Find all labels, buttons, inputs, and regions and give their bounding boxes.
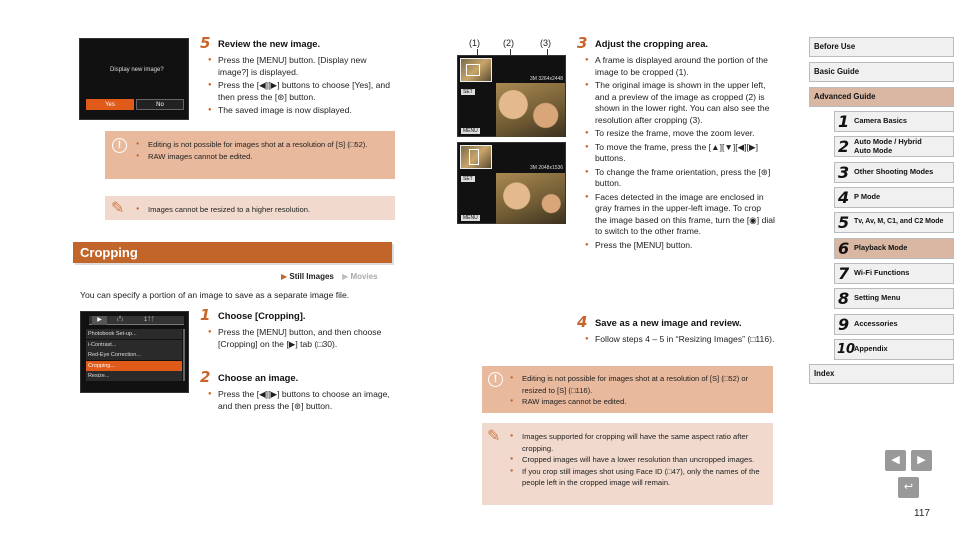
page-number: 117 [914,508,930,519]
chapter-number: 8 [838,289,850,308]
list-item: ● RAW images cannot be edited. [136,151,386,163]
playback-menu-screen [80,311,189,393]
crop-resolution-2: 3M 2048x1536 [530,165,564,171]
tab-setup[interactable]: 1ᛏᛏ [144,317,155,323]
nav-before-use[interactable]: Before Use [809,37,954,57]
movies-label: Movies [350,272,378,281]
screen-question: Display new image? [110,67,164,73]
chapter-label: Appendix [854,344,888,353]
step-1-title: Choose [Cropping]. [218,310,306,321]
prev-page-button[interactable]: ◀ [885,450,906,471]
chapter-number: 4 [838,188,850,207]
nav-chapter-2[interactable] [834,136,954,157]
list-item: ● To move the frame, press the [▲][▼][◀][▶] buttons. [585,142,775,165]
list-item: ● The original image is shown in the upper left, and a preview of the image as cropped (2) is shown in the lower right. You can also see the resolution after cropping (3). [585,80,775,126]
list-item: ● To resize the frame, move the zoom lever. [585,128,775,140]
step-3-title: Adjust the cropping area. [595,38,709,49]
callout-2: (2) [503,38,514,48]
list-item: ● If you crop still images shot using Face ID (□47), only the names of the people left in the cropped image will remain. [510,466,765,489]
menu-list [86,329,182,381]
crop-preview [496,83,565,137]
chapter-number: 1 [838,112,850,131]
chapter-label: P Mode [854,192,881,201]
pencil-icon: ✎ [111,200,125,217]
step-4-number: 4 [577,313,588,331]
nav-chapter-9[interactable] [834,314,954,335]
list-item: ● To change the frame orientation, press the [⊛] button. [585,167,775,190]
list-item: ● Press the [◀][▶] buttons to choose [Yes], and then press the [⊛] button. [208,80,398,103]
step-3-bullets [585,55,775,253]
nav-chapter-1[interactable] [834,111,954,132]
crop-screen-landscape [457,55,566,137]
tab-playback[interactable]: ▶ [92,316,107,325]
list-item: ● Follow steps 4 – 5 in “Resizing Images” (□116). [585,334,775,346]
list-item: ● The saved image is now displayed. [208,105,398,117]
caution-box [105,131,395,179]
chapter-label: Accessories [854,319,898,328]
nav-chapter-7[interactable] [834,263,954,284]
chapter-number: 7 [838,264,850,283]
nav-chapter-6[interactable] [834,238,954,259]
callout-3: (3) [540,38,551,48]
step-2-title: Choose an image. [218,372,299,383]
set-label: SET [463,89,473,95]
chapter-label: Wi-Fi Functions [854,268,910,277]
chapter-number: 10 [837,342,856,357]
step-5-number: 5 [200,34,211,52]
screen-yes-button[interactable]: Yes [86,99,134,110]
nav-advanced-guide[interactable]: Advanced Guide [809,87,954,107]
nav-basic-guide[interactable]: Basic Guide [809,62,954,82]
tab-print[interactable]: 凸 [117,317,124,323]
still-icon: ▶ [281,272,288,281]
list-item: ● Press the [MENU] button. [Display new image?] is displayed. [208,55,398,78]
list-item: ● Cropped images will have a lower resolution than uncropped images. [510,454,765,466]
step-2-number: 2 [200,368,211,386]
list-item: ● RAW images cannot be edited. [510,396,765,408]
list-item: ● Editing is not possible for images shot at a resolution of [S] (□52). [136,139,386,151]
menu-label: MENU [463,215,478,221]
step-5-bullets [208,55,398,119]
screen-no-button[interactable]: No [136,99,184,110]
list-item: ● Press the [MENU] button, and then choose [Cropping] on the [▶] tab (□30). [208,327,393,350]
step-1-number: 1 [200,306,211,324]
nav-chapter-5[interactable] [834,212,954,233]
original-thumbnail [460,145,492,169]
set-label: SET [463,176,473,182]
caution-icon: ! [488,372,503,387]
chapter-label: Tv, Av, M, C1, and C2 Mode [854,218,944,225]
section-title: Cropping [73,242,392,263]
menu-item-selected[interactable]: Cropping... [86,361,182,371]
list-item: ● Press the [◀][▶] buttons to choose an image, and then press the [⊛] button. [208,389,393,412]
step-3-number: 3 [577,34,588,52]
menu-item[interactable]: i-Contrast... [86,340,182,350]
intro-text: You can specify a portion of an image to save as a separate image file. [80,290,350,300]
menu-label: MENU [463,128,478,134]
nav-chapter-8[interactable] [834,288,954,309]
list-item: ● Faces detected in the image are enclosed in gray frames in the upper-left image. To crop the image based on this frame, turn the [◉] dial to switch to the other frame. [585,192,775,238]
chapter-number: 9 [838,315,850,334]
chapter-label: Other Shooting Modes [854,167,934,176]
chapter-label: Setting Menu [854,293,901,302]
crop-resolution-1: 3M 3264x2448 [530,76,564,82]
step-2-bullets [208,389,393,414]
memo-box [105,196,395,220]
step-4-title: Save as a new image and review. [595,317,742,328]
caution-icon: ! [112,138,127,153]
menu-scrollbar[interactable] [183,329,185,381]
next-page-button[interactable]: ▶ [911,450,932,471]
mode-indicator [281,272,378,281]
list-item: ● Images supported for cropping will have the same aspect ratio after cropping. [510,431,765,454]
chapter-number: 5 [838,213,850,232]
nav-chapter-10[interactable] [834,339,954,360]
chapter-label: Playback Mode [854,243,908,252]
step-5-title: Review the new image. [218,38,321,49]
chapter-label: Auto Mode / Hybrid Auto Mode [854,137,922,155]
pencil-icon: ✎ [487,428,501,445]
chapter-number: 6 [838,239,850,258]
callout-1: (1) [469,38,480,48]
nav-chapter-3[interactable] [834,162,954,183]
memo-box [482,423,773,505]
step-1-bullets [208,327,393,352]
list-item: ● Press the [MENU] button. [585,240,775,252]
step-4-bullets [585,334,775,348]
list-item: ● A frame is displayed around the portion of the image to be cropped (1). [585,55,775,78]
menu-item[interactable]: Resize... [86,371,182,381]
chapter-label: Camera Basics [854,116,908,125]
nav-index[interactable]: Index [809,364,954,384]
list-item: ● Editing is not possible for images shot at a resolution of [S] (□52) or resized to [S] (□116). [510,373,765,396]
display-new-image-screen [79,38,189,120]
caution-box [482,366,773,413]
chapter-number: 2 [838,137,850,156]
chapter-number: 3 [838,163,850,182]
crop-screen-portrait [457,142,566,224]
list-item: ● Images cannot be resized to a higher resolution. [136,204,386,216]
menu-item[interactable]: Red-Eye Correction... [86,350,182,360]
menu-item[interactable]: Photobook Set-up... [86,329,182,339]
nav-chapter-4[interactable] [834,187,954,208]
still-images-label: Still Images [289,272,334,281]
back-button[interactable]: ↩ [898,477,919,498]
crop-preview [496,173,565,224]
movies-icon: ▶ [342,272,349,281]
original-thumbnail [460,58,492,82]
